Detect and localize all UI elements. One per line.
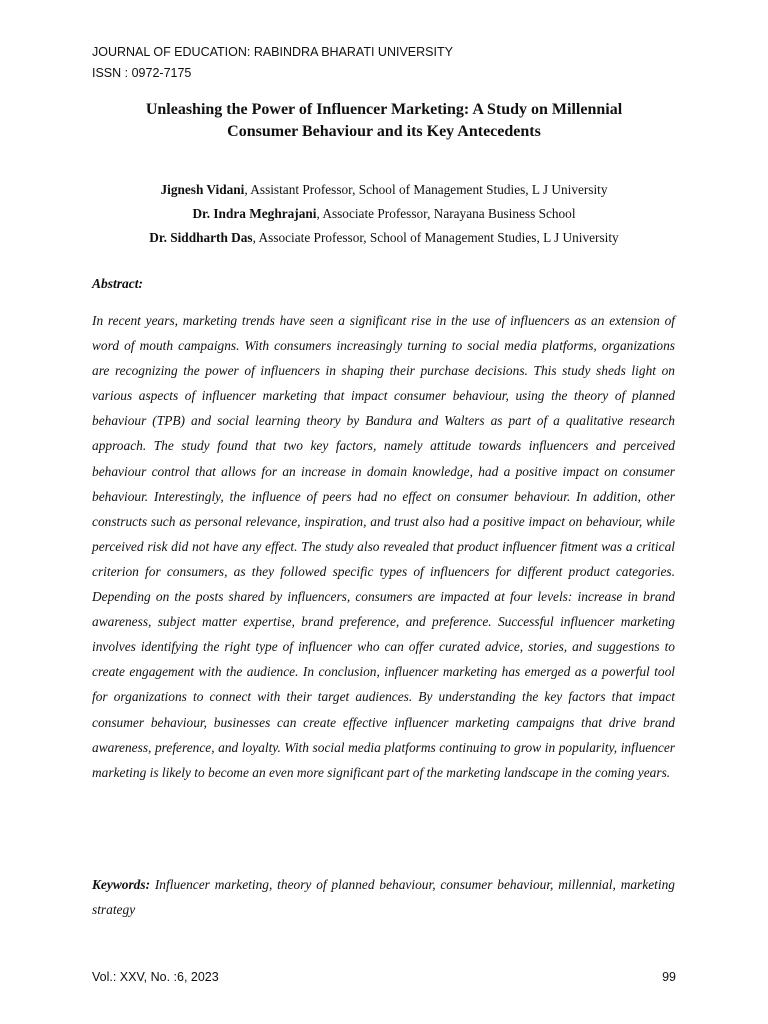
footer-volume: Vol.: XXV, No. :6, 2023 [92,970,219,984]
footer-page-number: 99 [662,970,676,984]
paper-title-line-1: Unleashing the Power of Influencer Marketing: A Study on Millennial [145,101,623,118]
author-entry [92,226,676,250]
journal-name: JOURNAL OF EDUCATION: RABINDRA BHARATI UNIVERSITY [92,45,453,59]
author-affiliation: , Associate Professor, Narayana Business School [316,206,576,221]
author-entry [92,202,676,226]
author-name: Dr. Siddharth Das [149,230,253,245]
journal-issn: ISSN : 0972-7175 [92,66,192,80]
journal-header [92,42,453,84]
keywords-text: Influencer marketing, theory of planned behaviour, consumer behaviour, millennial, marketing strategy [92,877,675,917]
paper-title [92,99,676,143]
keywords-label: Keywords: [92,877,151,892]
author-affiliation: , Assistant Professor, School of Management Studies, L J University [244,182,608,197]
abstract-text: In recent years, marketing trends have seen a significant rise in the use of influencers as an extension of word of mouth campaigns. With consumers increasingly turning to social media platforms, organizations are recognizing the power of influencers in shaping their purchase decisions. This study sheds light on various aspects of influencer marketing that impact consumer behaviour, using the theory of planned behaviour (TPB) and social learning theory by Bandura and Walters as part of a qualitative research approach. The study found that two key factors, namely attitude towards influencers and perceived behaviour control that allows for an increase in domain knowledge, had a positive impact on consumer behaviour. Interestingly, the influence of peers had no effect on consumer behaviour. In addition, other constructs such as personal relevance, inspiration, and trust also had a positive impact on behaviour, while perceived risk did not have any effect. The study also revealed that product influencer fitment was a critical criterion for consumers, as they followed specific types of influencers for different product categories. Depending on the posts shared by influencers, consumers are impacted at four levels: increase in brand awareness, subject matter expertise, brand preference, and preference. Successful influencer marketing involves identifying the right type of influencer who can offer curated advice, stories, and suggestions to create engagement with the audience. In conclusion, influencer marketing has emerged as a powerful tool for organizations to connect with their target audiences. By understanding the key factors that impact consumer behaviour, businesses can create effective influencer marketing campaigns that drive brand awareness, preference, and loyalty. With social media platforms continuing to grow in popularity, influencer marketing is likely to become an even more significant part of the marketing landscape in the coming years. [92,313,675,780]
keywords-paragraph [92,872,675,922]
author-list [92,178,676,250]
abstract-heading: Abstract: [92,276,144,291]
author-affiliation: , Associate Professor, School of Management Studies, L J University [252,230,619,245]
author-name: Jignesh Vidani [160,182,245,197]
paper-title-line-2: Consumer Behaviour and its Key Antecedents [227,123,541,140]
author-entry [92,178,676,202]
author-name: Dr. Indra Meghrajani [192,206,317,221]
